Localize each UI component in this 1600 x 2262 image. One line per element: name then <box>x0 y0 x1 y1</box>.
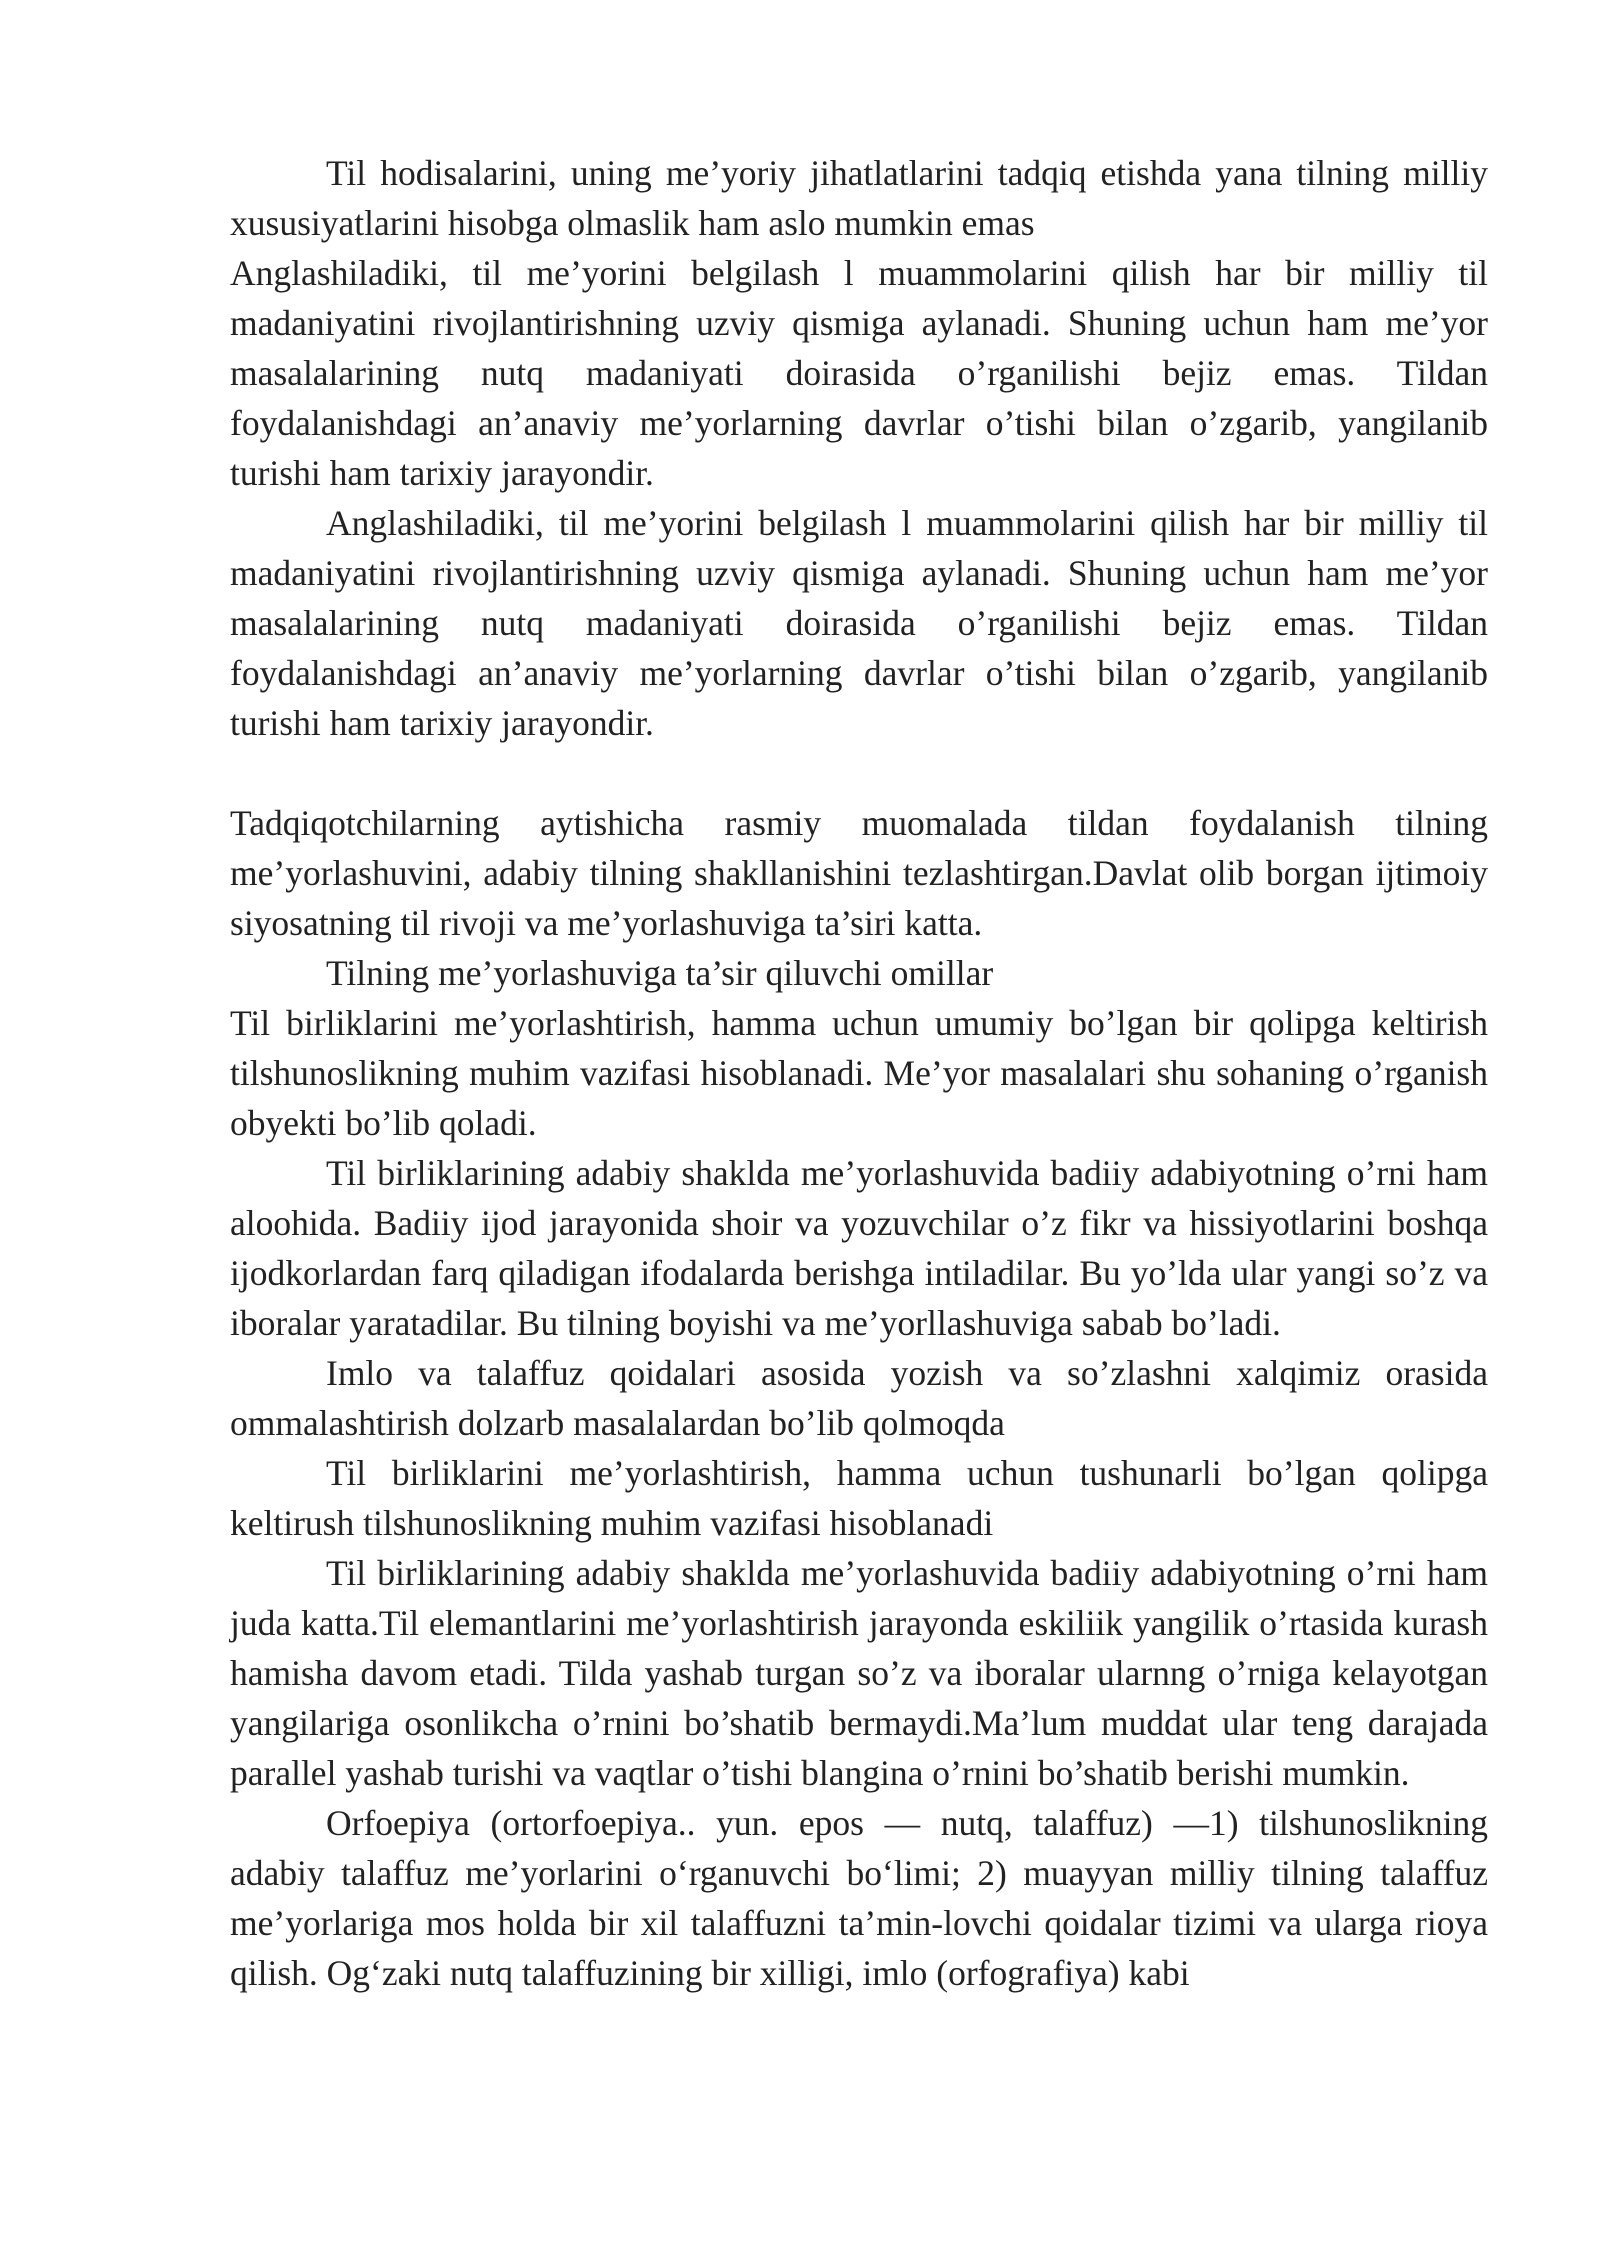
paragraph-11: Orfoepiya (ortorfoepiya.. yun. epos — nutq, talaffuz) —1) tilshunoslikning adabiy talaffuz me’yorlarini o‘rganuvchi bo‘limi; 2) muayyan milliy tilning talaffuz me’yorlariga mos holda bir xil talaffuzni ta’min-lovchi qoidalar tizimi va ularga rioya qilish. Og‘zaki nutq talaffuzining bir xilligi, imlo (orfografiya) kabi <box>230 1803 1488 1993</box>
document-body <box>230 148 1488 1998</box>
paragraph-10: Til birliklarining adabiy shaklda me’yorlashuvida badiiy adabiyotning o’rni ham juda katta.Til elemantlarini me’yorlashtirish jarayonda eskiliik yangilik o’rtasida kurash hamisha davom etadi. Tilda yashab turgan so’z va iboralar ularnng o’rniga kelayotgan yangilariga osonlikcha o’rnini bo’shatib bermaydi.Ma’lum muddat ular teng darajada parallel yashab turishi va vaqtlar o’tishi blangina o’rnini bo’shatib berishi mumkin. <box>230 1553 1488 1793</box>
paragraph-8: Imlo va talaffuz qoidalari asosida yozish va so’zlashni xalqimiz orasida ommalashtirish dolzarb masalalardan bo’lib qolmoqda <box>230 1353 1488 1443</box>
paragraph-4: Tadqiqotchilarning aytishicha rasmiy muomalada tildan foydalanish tilning me’yorlashuvini, adabiy tilning shakllanishini tezlashtirgan.Davlat olib borgan ijtimoiy siyosatning til rivoji va me’yorlashuviga ta’siri katta. <box>230 803 1488 943</box>
section-heading: Tilning me’yorlashuviga ta’sir qiluvchi omillar <box>326 953 994 993</box>
paragraph-1: Til hodisalarini, uning me’yoriy jihatlatlarini tadqiq etishda yana tilning milliy xususiyatlarini hisobga olmaslik ham aslo mumkin emas <box>230 153 1488 243</box>
paragraph-9: Til birliklarini me’yorlashtirish, hamma uchun tushunarli bo’lgan qolipga keltirush tilshunoslikning muhim vazifasi hisoblanadi <box>230 1453 1488 1543</box>
paragraph-7: Til birliklarining adabiy shaklda me’yorlashuvida badiiy adabiyotning o’rni ham aloohida. Badiiy ijod jarayonida shoir va yozuvchilar o’z fikr va hissiyotlarini boshqa ijodkorlardan farq qiladigan ifodalarda berishga intiladilar. Bu yo’lda ular yangi so’z va iboralar yaratadilar. Bu tilning boyishi va me’yorllashuviga sabab bo’ladi. <box>230 1153 1488 1343</box>
paragraph-3: Anglashiladiki, til me’yorini belgilash l muammolarini qilish har bir milliy til madaniyatini rivojlantirishning uzviy qismiga aylanadi. Shuning uchun ham me’yor masalalarining nutq madaniyati doirasida o’rganilishi bejiz emas. Tildan foydalanishdagi an’anaviy me’yorlarning davrlar o’tishi bilan o’zgarib, yangilanib turishi ham tarixiy jarayondir. <box>230 503 1488 743</box>
paragraph-6: Til birliklarini me’yorlashtirish, hamma uchun umumiy bo’lgan bir qolipga keltirish tilshunoslikning muhim vazifasi hisoblanadi. Me’yor masalalari shu sohaning o’rganish obyekti bo’lib qoladi. <box>230 1003 1488 1143</box>
paragraph-2: Anglashiladiki, til me’yorini belgilash l muammolarini qilish har bir milliy til madaniyatini rivojlantirishning uzviy qismiga aylanadi. Shuning uchun ham me’yor masalalarining nutq madaniyati doirasida o’rganilishi bejiz emas. Tildan foydalanishdagi an’anaviy me’yorlarning davrlar o’tishi bilan o’zgarib, yangilanib turishi ham tarixiy jarayondir. <box>230 253 1488 493</box>
paragraph-gap <box>230 748 1488 798</box>
